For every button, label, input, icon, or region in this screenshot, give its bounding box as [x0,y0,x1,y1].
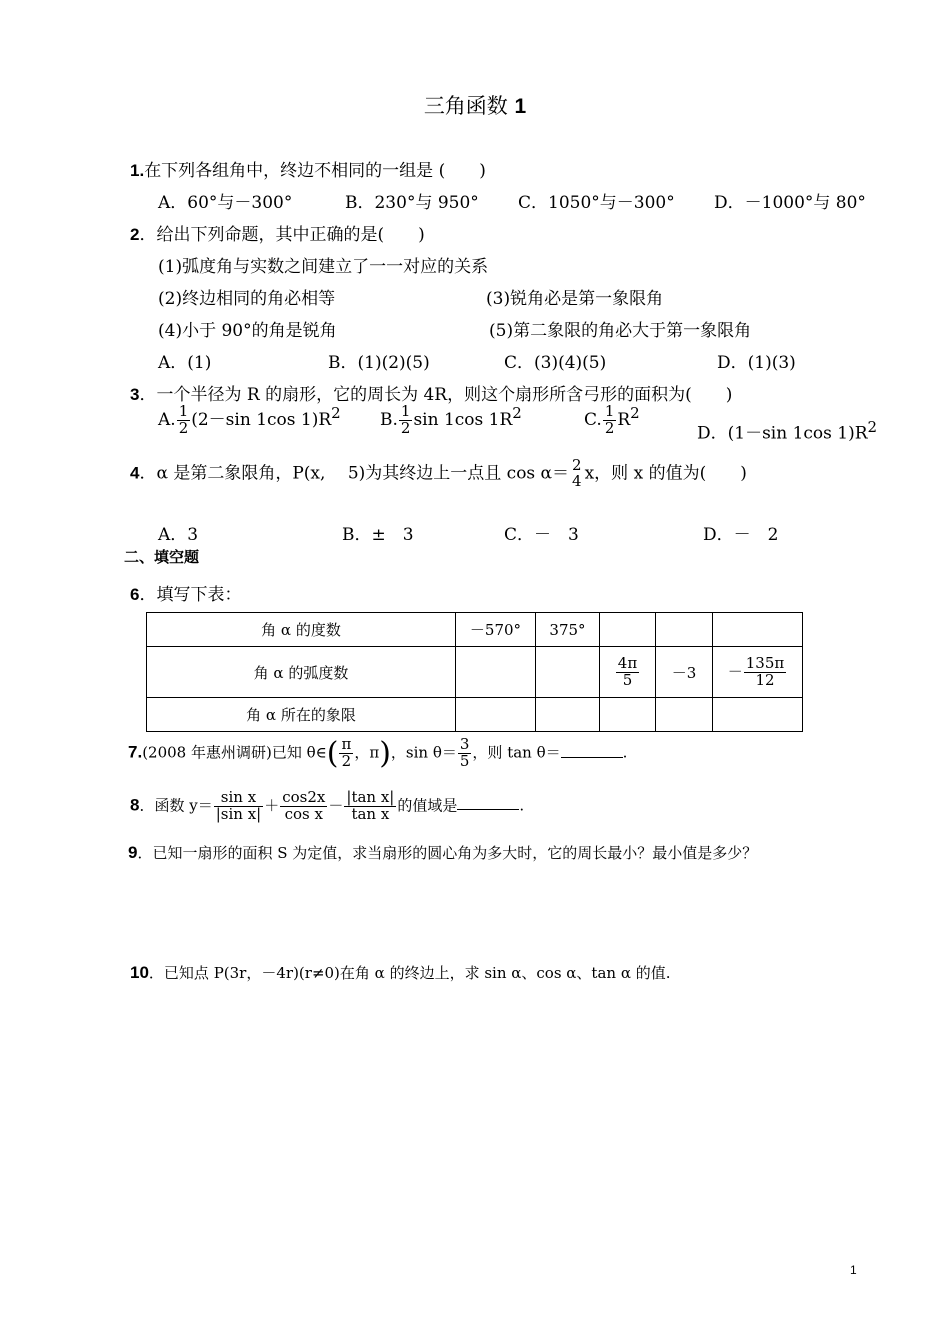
fraction-3-5: $\frac{3}{5}$ [459,735,470,770]
table-cell [456,647,536,698]
table-cell [456,698,536,732]
table-cell: 375° [536,613,600,647]
table-cell [536,698,600,732]
question-9-stem: 9．已知一扇形的面积 S 为定值，求当扇形的圆心角为多大时，它的周长最小？最小值是多少？ [128,843,758,862]
fraction-abs-tanx-tanx: $\frac{\text{|tan x|}}{\text{tan x}}$ [346,788,395,823]
question-4-option-d: D．－ 2 [703,525,779,545]
question-10-number: 10 [130,963,149,982]
fraction-4pi-5: $\frac{4\pi}{5}$ [617,653,638,689]
table-cell [713,698,803,732]
question-2-option-d: D．(1)(3) [717,353,796,373]
answer-blank[interactable] [561,743,623,758]
question-1-option-a: A．60°与－300° [158,193,293,213]
table-row [147,613,803,647]
question-3-number: 3 [130,385,140,404]
question-9-number: 9 [128,843,138,862]
table-cell [600,647,656,698]
question-2-proposition-1: (1)弧度角与实数之间建立了一一对应的关系 [158,257,489,277]
question-3-option-c: C. $\frac{1}{2}$ $R^2$ [584,402,640,437]
question-4-number: 4 [130,463,140,483]
table-cell: －570° [456,613,536,647]
table-row-label: 角 α 的度数 [147,613,456,647]
fraction-pi-over-2: $\frac{\pi}{2}$ [341,735,352,770]
angle-conversion-table [146,612,803,732]
answer-blank[interactable] [457,795,519,810]
page-title [0,90,950,120]
question-2-proposition-5: (5)第二象限的角必大于第一象限角 [489,321,752,341]
title-number: 1 [514,95,527,118]
table-cell [600,613,656,647]
page-number: 1 [850,1263,857,1277]
question-4-option-a: A．3 [158,525,199,545]
question-1-option-b: B．230°与 950° [345,193,479,213]
title-text: 三角函数 [423,94,508,118]
question-4-stem: 4．α 是第二象限角，P(x, 5)为其终边上一点且 cos α＝ 2 4 x，则 x 的值为( ) [130,456,747,490]
question-10-stem: 10．已知点 P(3r，－4r)(r≠0)在角 α 的终边上，求 sin α、cos α、tan α 的值. [130,963,671,982]
question-2-option-c: C．(3)(4)(5) [504,353,607,373]
table-cell [713,613,803,647]
question-2-proposition-3: (3)锐角必是第一象限角 [486,289,664,309]
question-8-number: 8 [130,795,140,815]
question-1-stem: 1.在下列各组角中，终边不相同的一组是 ( ) [130,161,486,181]
fraction-one-half: $\frac{1}{2}$ [604,402,615,437]
fraction-one-half: $\frac{1}{2}$ [178,402,189,437]
question-7-stem: 7.(2008 年惠州调研)已知 θ∈( $\frac{\pi}{2}$ ，π)，sin θ＝ $\frac{3}{5}$ ，则 tan θ＝ . [128,735,628,771]
fraction-one-half: $\frac{1}{2}$ [400,402,411,437]
question-4-option-b: B．± 3 [342,525,414,545]
table-row [147,698,803,732]
table-cell [656,613,713,647]
question-3-option-d: D．(1－sin 1cos $1)R^2$ [697,418,878,444]
fraction-sinx-abs-sinx: $\frac{\text{sin x}}{\text{|sin x|}}$ [215,788,262,823]
question-2-proposition-4: (4)小于 90°的角是锐角 [158,321,337,341]
question-8-stem: 8．函数 y＝ $\frac{\text{sin x}}{\text{|sin x|}}$ ＋ $\frac{\cos 2x}{\text{cos x}}$ － $\frac{\text{|tan x|}}{\text{tan x}}$ 的值域是 . [130,788,525,823]
question-4-option-c: C．－ 3 [504,525,579,545]
table-cell [656,698,713,732]
fraction-135pi-12: $\frac{135\pi}{12}$ [745,653,785,689]
question-3-stem: 3．一个半径为 R 的扇形，它的周长为 4R，则这个扇形所含弓形的面积为( ) [130,385,733,405]
fraction-cosx-over-cosx: $\frac{\cos 2x}{\text{cos x}}$ [282,788,326,823]
fraction-two-quarters: 2 4 [572,456,582,490]
table-cell: － $\frac{135\pi}{12}$ [713,647,803,698]
table-cell [536,647,600,698]
question-7-number: 7. [128,742,143,762]
question-2-number: 2 [130,225,140,244]
question-2-option-a: A．(1) [158,353,212,373]
table-row-label: 角 α 所在的象限 [147,698,456,732]
table-row-label: 角 α 的弧度数 [147,647,456,698]
table-cell [600,698,656,732]
table-row [147,647,803,698]
question-6-number: 6 [130,585,140,604]
question-6-stem: 6．填写下表： [130,585,242,605]
question-3-option-b: B. $\frac{1}{2}$ sin 1cos $1R^2$ [380,402,522,437]
question-2-option-b: B．(1)(2)(5) [328,353,430,373]
question-3-option-a: A. $\frac{1}{2}$ (2－sin 1cos $1)R^2$ [158,402,341,437]
question-1-option-d: D．－1000°与 80° [714,193,866,213]
question-2-stem: 2．给出下列命题，其中正确的是( ) [130,225,425,245]
table-cell: －3 [656,647,713,698]
question-2-proposition-2: (2)终边相同的角必相等 [158,289,336,309]
question-1-number: 1. [130,161,145,180]
question-1-option-c: C．1050°与－300° [518,193,675,213]
section-heading-fill-in: 二、填空题 [124,549,200,566]
